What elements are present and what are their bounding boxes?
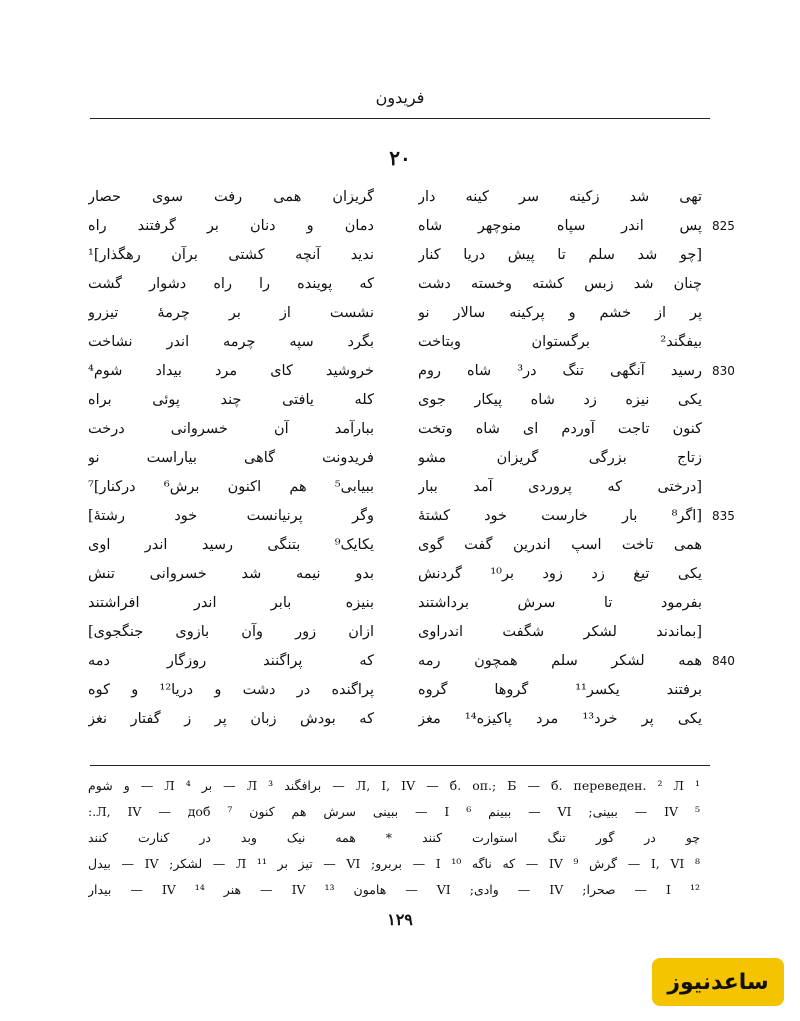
verse-number: 830 bbox=[712, 364, 735, 378]
verse-line: همی تاخت اسپ اندرین گفت گوی bbox=[418, 537, 702, 553]
verse-line: ازان زور وآن بازوی جنگجوی] bbox=[88, 624, 374, 640]
verse-line: یکی نیزه زد شاه پیکار جوی bbox=[418, 392, 702, 408]
verse-column-left bbox=[88, 183, 374, 734]
verse-line: رسید آنگهی تنگ در³ شاه روم bbox=[418, 363, 702, 379]
verse-number: 840 bbox=[712, 654, 735, 668]
verse-line: ببیابی⁵ هم اکنون برش⁶ درکنار]⁷ bbox=[88, 479, 374, 495]
header-divider bbox=[90, 118, 710, 119]
footnote-line: ⁵ IV — ببینی; VI — ببینم ⁶ I — ببینی سرش هم کنون ⁷ Л, IV — доб.: bbox=[88, 804, 700, 819]
verse-line: کله یافتی چند پوئی براه bbox=[88, 392, 374, 408]
verse-line: وگر پرنیانست خود رشتۀ] bbox=[88, 508, 374, 524]
verse-line: که پوینده را راه دشوار گشت bbox=[88, 276, 374, 292]
verse-column-right bbox=[418, 183, 702, 734]
verse-line: یکی تیغ زد زود بر¹⁰ گردنش bbox=[418, 566, 702, 582]
footnote-line: ¹ Л, I, IV — б. оп.; Б — б. переведен. ² Л — برافگند ³ Л — بر ⁴ Л — و شوم bbox=[88, 778, 700, 793]
verse-line: [اگر⁸ بار خارست خود کشتۀ bbox=[418, 508, 702, 524]
verse-line: نشست از بر چرمۀ تیزرو bbox=[88, 305, 374, 321]
verse-line: یکایک⁹ بتنگی رسید اندر اوی bbox=[88, 537, 374, 553]
verse-line: برفتند یکسر¹¹ گروها گروه bbox=[418, 682, 702, 698]
verse-line: ندید آنچه کشتی برآن رهگذار]¹ bbox=[88, 247, 374, 263]
verse-line: کنون تاجت آوردم ای شاه وتخت bbox=[418, 421, 702, 437]
verse-line: همه لشکر سلم همچون رمه bbox=[418, 653, 702, 669]
verse-line: بگرد سپه چرمه اندر نشاخت bbox=[88, 334, 374, 350]
footnote-line: ¹² I — صحرا; IV — وادی; VI — هامون ¹³ IV — هنر ¹⁴ IV — بیدار bbox=[88, 882, 700, 897]
verse-line: چنان شد زبس کشته وخسته دشت bbox=[418, 276, 702, 292]
verse-line: که بودش زبان پر ز گفتار نغز bbox=[88, 711, 374, 727]
verse-line: گریزان همی رفت سوی حصار bbox=[88, 189, 374, 205]
verse-line: پر از خشم و پرکینه سالار نو bbox=[418, 305, 702, 321]
verse-line: ببارآمد آن خسروانی درخت bbox=[88, 421, 374, 437]
verse-line: بفرمود تا سرش برداشتند bbox=[418, 595, 702, 611]
verse-line: بنیزه بابر اندر افراشتند bbox=[88, 595, 374, 611]
watermark-logo: ساعدنیوز bbox=[652, 958, 784, 1006]
footnotes bbox=[88, 773, 700, 903]
verse-line: فریدونت گاهی بیاراست نو bbox=[88, 450, 374, 466]
verse-line: [چو شد سلم تا پیش دریا کنار bbox=[418, 247, 702, 263]
verse-line: تهی شد زکینه سر کینه دار bbox=[418, 189, 702, 205]
verse-line: زتاج بزرگی گریزان مشو bbox=[418, 450, 702, 466]
verse-line: [بماندند لشکر شگفت اندراوی bbox=[418, 624, 702, 640]
verse-line: خروشید کای مرد بیداد شوم⁴ bbox=[88, 363, 374, 379]
footnote-line: ⁸ I, VI — گرش ⁹ IV — که ناگه ¹⁰ I — بربرو; VI — تیز بر ¹¹ Л — لشکر; IV — بیدل bbox=[88, 856, 700, 871]
verse-line: پراگنده در دشت و دریا¹² و کوه bbox=[88, 682, 374, 698]
verse-line: بدو نیمه شد خسروانی تنش bbox=[88, 566, 374, 582]
page-header-title: فریدون bbox=[375, 88, 425, 107]
verse-line: دمان و دنان بر گرفتند راه bbox=[88, 218, 374, 234]
verse-number: 835 bbox=[712, 509, 735, 523]
verse-line: که پراگنند روزگار دمه bbox=[88, 653, 374, 669]
page-number: ۱۲۹ bbox=[387, 910, 413, 929]
footnote-line: چو در گور تنگ استوارت کنند * همه نیک وبد در کنارت کنند bbox=[88, 830, 700, 845]
footnote-divider bbox=[90, 765, 710, 766]
verse-number: 825 bbox=[712, 219, 735, 233]
verse-line: [درختی که پروردی آمد ببار bbox=[418, 479, 702, 495]
verse-line: بیفگند² برگستوان وبتاخت bbox=[418, 334, 702, 350]
verse-line: یکی پر خرد¹³ مرد پاکیزه¹⁴ مغز bbox=[418, 711, 702, 727]
section-number: ۲۰ bbox=[389, 146, 411, 170]
verse-line: پس اندر سپاه منوچهر شاه bbox=[418, 218, 702, 234]
